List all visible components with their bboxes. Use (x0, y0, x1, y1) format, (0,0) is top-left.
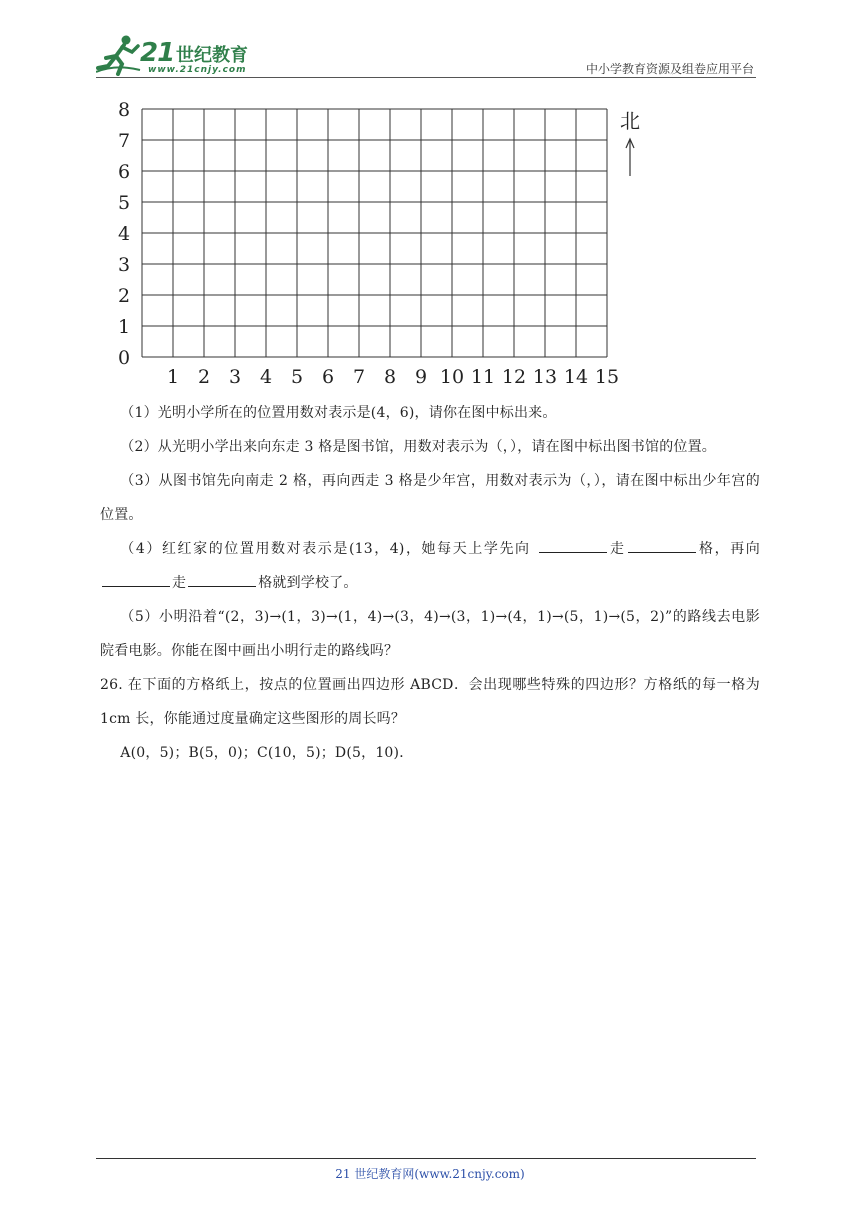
y-axis-tick-label: 7 (117, 130, 131, 152)
logo-name: 世纪教育 (176, 45, 248, 66)
x-axis-tick-label: 13 (532, 366, 558, 388)
y-axis-tick-label: 0 (117, 347, 131, 369)
x-axis-tick-label: 8 (383, 366, 397, 388)
x-axis-tick-label: 2 (197, 366, 211, 388)
question-4-part-a: （4）红红家的位置用数对表示是(13，4)，她每天上学先向 (120, 541, 537, 557)
x-axis-tick-label: 10 (439, 366, 465, 388)
question-4 (100, 532, 760, 600)
header-divider (96, 77, 756, 78)
logo-number: 21 (140, 38, 175, 68)
page-header (0, 0, 860, 80)
coordinate-grid (100, 96, 660, 396)
header-platform-text: 中小学教育资源及组卷应用平台 (585, 62, 754, 76)
logo (96, 34, 266, 78)
question-4-part-b: 走 (608, 541, 626, 557)
question-26-points: A(0，5)；B(5，0)；C(10，5)；D(5，10)． (120, 745, 414, 761)
y-axis-tick-label: 2 (117, 285, 131, 307)
question-5: （5）小明沿着“(2，3)→(1，3)→(1，4)→(3，4)→(3，1)→(4，1)→(5，1)→(5，2)”的路线去电影院看电影。你能在图中画出小明行走的路线吗？ (100, 609, 760, 659)
north-label: 北 (620, 109, 640, 133)
question-content (100, 396, 760, 770)
question-4-part-c: 格，再向 (697, 541, 760, 557)
footer-text: 21 世纪教育网(www.21cnjy.com) (335, 1167, 525, 1181)
answer-blank-steps-2[interactable] (188, 572, 256, 587)
x-axis-tick-label: 14 (563, 366, 589, 388)
question-4-part-e: 格就到学校了。 (258, 575, 358, 591)
question-2: （2）从光明小学出来向东走 3 格是图书馆，用数对表示为（，），请在图中标出图书馆的位置。 (120, 439, 717, 455)
x-axis-tick-label: 6 (321, 366, 335, 388)
question-4-part-d: 走 (172, 575, 187, 591)
y-axis-tick-label: 8 (117, 99, 131, 121)
footer-divider (96, 1158, 756, 1159)
x-axis-tick-label: 3 (228, 366, 242, 388)
x-axis-tick-label: 5 (290, 366, 304, 388)
y-axis-tick-label: 4 (117, 223, 131, 245)
answer-blank-direction-1[interactable] (539, 538, 607, 553)
x-axis-tick-label: 12 (501, 366, 527, 388)
x-axis-tick-label: 4 (259, 366, 273, 388)
logo-url: www.21cnjy.com (148, 65, 247, 75)
question-1: （1）光明小学所在的位置用数对表示是(4，6)，请你在图中标出来。 (120, 405, 557, 421)
y-axis-tick-label: 5 (117, 192, 131, 214)
question-3: （3）从图书馆先向南走 2 格，再向西走 3 格是少年宫，用数对表示为（，），请在图中标出少年宫的位置。 (100, 473, 760, 523)
answer-blank-direction-2[interactable] (102, 572, 170, 587)
answer-blank-steps-1[interactable] (628, 538, 696, 553)
runner-logo-icon (96, 34, 142, 76)
x-axis-tick-label: 11 (470, 366, 496, 388)
y-axis-tick-label: 6 (117, 161, 131, 183)
question-26: 26. 在下面的方格纸上，按点的位置画出四边形 ABCD．会出现哪些特殊的四边形？方格纸的每一格为 1cm 长，你能通过度量确定这些图形的周长吗？ (100, 677, 760, 727)
y-axis-tick-label: 3 (117, 254, 131, 276)
x-axis-tick-label: 9 (414, 366, 428, 388)
x-axis-tick-label: 7 (352, 366, 366, 388)
x-axis-tick-label: 1 (166, 366, 180, 388)
y-axis-tick-label: 1 (117, 316, 131, 338)
x-axis-tick-label: 15 (594, 366, 620, 388)
